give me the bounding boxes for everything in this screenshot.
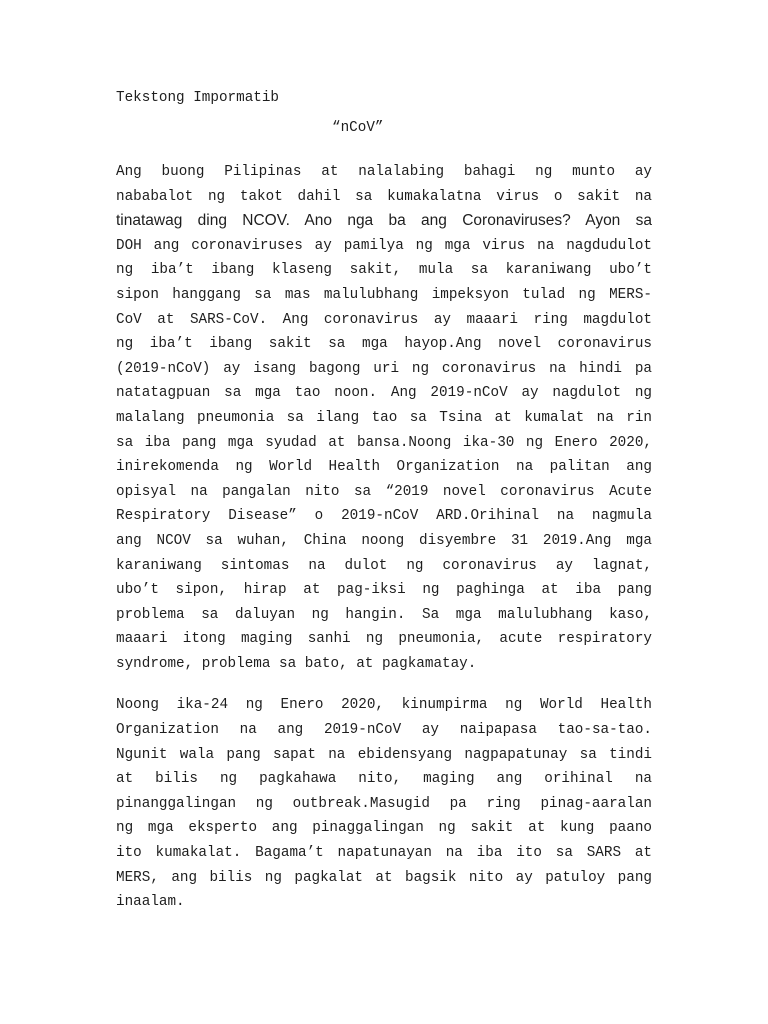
paragraph-line: DOH ang coronaviruses ay pamilya ng mga virus na nagdudulot xyxy=(116,237,652,254)
paragraph-line: ito kumakalat. Bagama’t napatunayan na iba ito sa SARS at xyxy=(116,845,652,862)
paragraph-line: Respiratory Disease” o 2019-nCoV ARD.Orihinal na nagmula xyxy=(116,508,652,525)
paragraph-line: problema sa daluyan ng hangin. Sa mga malulubhang kaso, xyxy=(116,606,652,623)
paragraph-line: MERS, ang bilis ng pagkalat at bagsik nito ay patuloy pang xyxy=(116,869,652,886)
paragraph-line: Ngunit wala pang sapat na ebidensyang nagpapatunay sa tindi xyxy=(116,746,652,763)
paragraph-line: ang NCOV sa wuhan, China noong disyembre 31 2019.Ang mga xyxy=(116,532,652,549)
paragraph-line: ng iba’t ibang sakit sa mga hayop.Ang novel coronavirus xyxy=(116,336,652,353)
paragraph-line: maaari itong maging sanhi ng pneumonia, acute respiratory xyxy=(116,631,652,648)
paragraph-line: sipon hanggang sa mas malulubhang impeksyon tulad ng MERS- xyxy=(116,286,652,303)
paragraph-line: at bilis ng pagkahawa nito, maging ang orihinal na xyxy=(116,771,652,788)
paragraph-line: ng iba’t ibang klaseng sakit, mula sa karaniwang ubo’t xyxy=(116,262,652,279)
document-title: Tekstong Impormatib xyxy=(116,90,280,106)
paragraph-line: inaalam. xyxy=(116,894,185,911)
paragraph-line: pinanggalingan ng outbreak.Masugid pa ring pinag-aaralan xyxy=(116,795,652,812)
paragraph-line: CoV at SARS-CoV. Ang coronavirus ay maaari ring magdulot xyxy=(116,311,652,328)
paragraph-line: malalang pneumonia sa ilang tao sa Tsina at kumalat na rin xyxy=(116,409,652,426)
paragraph-line: opisyal na pangalan nito sa “2019 novel coronavirus Acute xyxy=(116,483,652,500)
paragraph-line: syndrome, problema sa bato, at pagkamatay. xyxy=(116,655,477,672)
paragraph-line: (2019-nCoV) ay isang bagong uri ng coronavirus na hindi pa xyxy=(116,360,652,377)
paragraph-line: tinatawag ding NCOV. Ano nga ba ang Coronaviruses? Ayon sa xyxy=(116,212,652,230)
document-subtitle: “nCoV” xyxy=(332,120,384,136)
paragraph-line: Ang buong Pilipinas at nalalabing bahagi ng munto ay xyxy=(116,164,652,180)
paragraph-line: sa iba pang mga syudad at bansa.Noong ika-30 ng Enero 2020, xyxy=(116,434,652,451)
paragraph-line: Noong ika-24 ng Enero 2020, kinumpirma ng World Health xyxy=(116,697,652,714)
paragraph-1 xyxy=(116,160,652,676)
paragraph-line: ubo’t sipon, hirap at pag-iksi ng paghinga at iba pang xyxy=(116,582,652,599)
paragraph-line: inirekomenda ng World Health Organization na palitan ang xyxy=(116,459,652,476)
paragraph-line: ng mga eksperto ang pinaggalingan ng sakit at kung paano xyxy=(116,820,652,837)
paragraph-line: natatagpuan sa mga tao noon. Ang 2019-nCoV ay nagdulot ng xyxy=(116,385,652,402)
document-page xyxy=(116,84,652,915)
paragraph-line: nababalot ng takot dahil sa kumakalatna virus o sakit na xyxy=(116,188,652,205)
paragraph-line: Organization na ang 2019-nCoV ay naipapasa tao-sa-tao. xyxy=(116,722,652,739)
paragraph-2 xyxy=(116,693,652,914)
paragraph-line: karaniwang sintomas na dulot ng coronavirus ay lagnat, xyxy=(116,557,652,574)
